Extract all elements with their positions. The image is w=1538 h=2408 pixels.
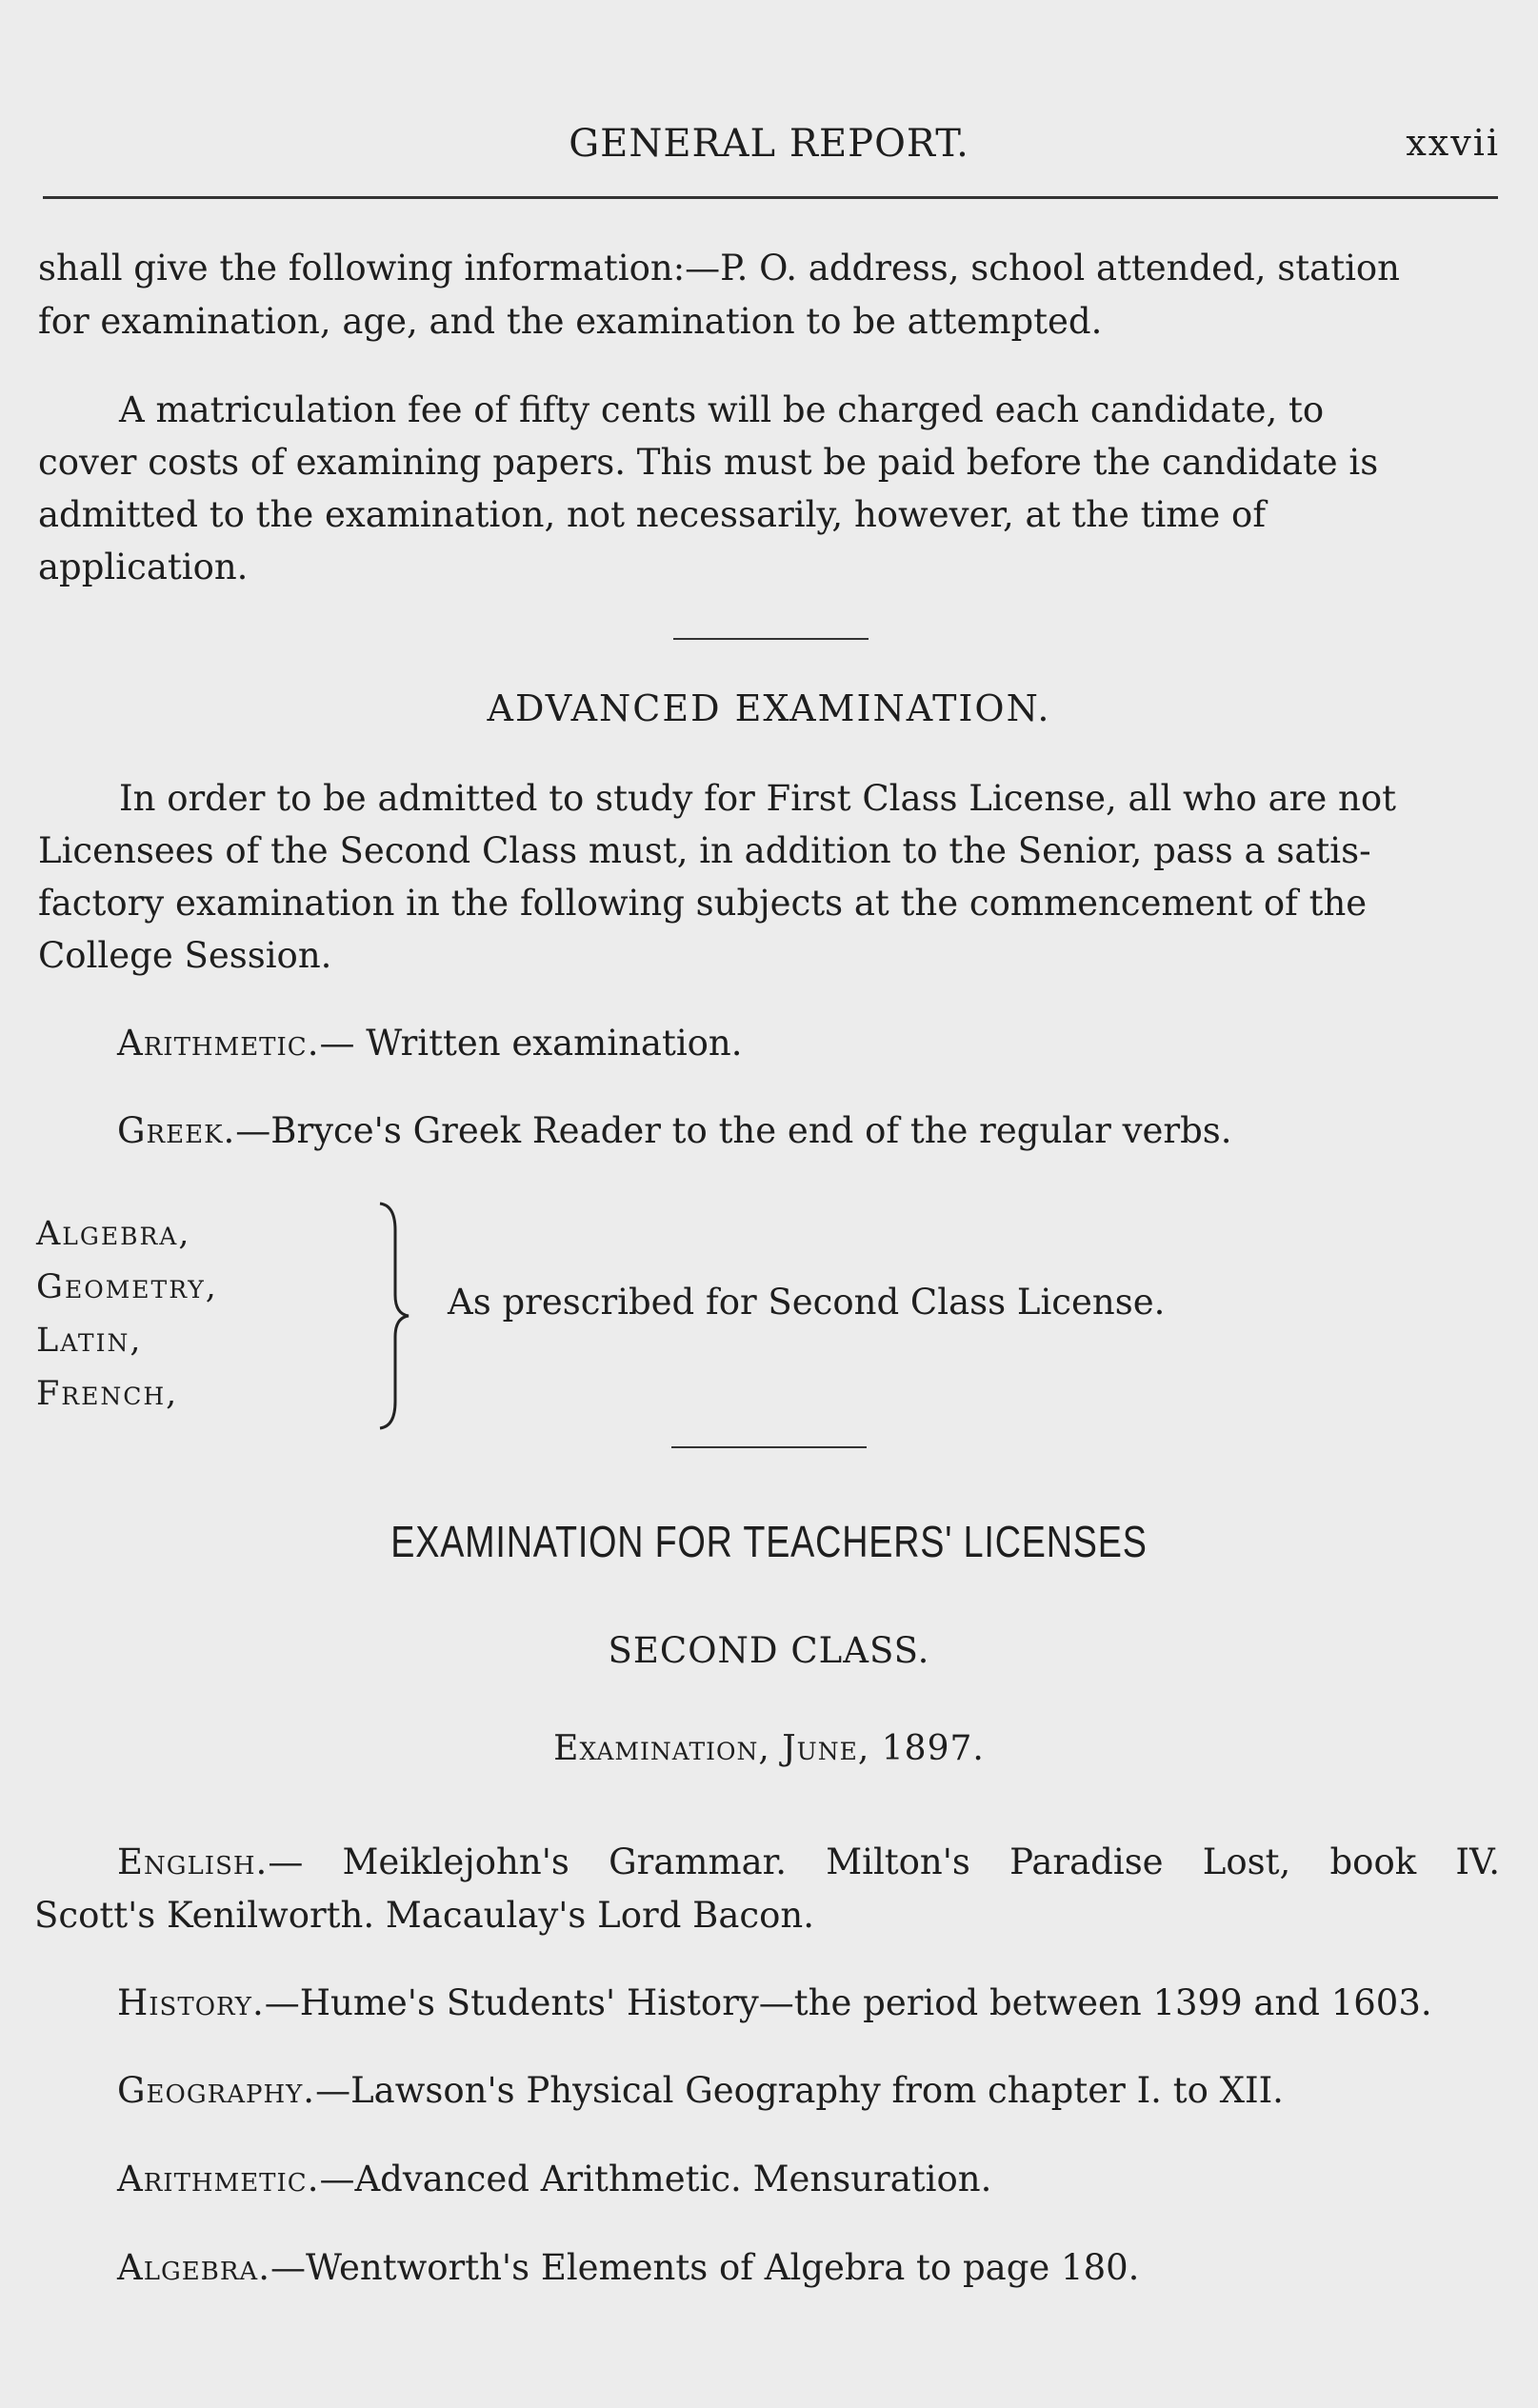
subject-text: —Lawson's Physical Geography from chapter I. to XII. xyxy=(315,2070,1284,2111)
subject-label: Geography. xyxy=(117,2070,316,2111)
subject-text: — Meiklejohn's Grammar. Milton's Paradise Lost, book IV. xyxy=(268,1841,1500,1882)
fee-line-4: application. xyxy=(38,547,249,587)
history-item xyxy=(117,1977,1498,2029)
subject-label: History. xyxy=(117,1982,265,2023)
right-brace-icon xyxy=(376,1202,414,1430)
brace-subject-list xyxy=(36,1207,218,1421)
arithmetic-item xyxy=(117,2153,1498,2205)
subject-text: —Advanced Arithmetic. Mensuration. xyxy=(319,2159,992,2199)
brace-note: As prescribed for Second Class License. xyxy=(448,1282,1166,1323)
section-divider xyxy=(671,1446,867,1448)
running-title: GENERAL REPORT. xyxy=(569,122,969,166)
advanced-heading: ADVANCED EXAMINATION. xyxy=(487,687,1051,729)
subject-label: English. xyxy=(117,1841,269,1882)
advanced-para-line-2: Licensees of the Second Class must, in addition to the Senior, pass a satis- xyxy=(38,830,1371,871)
subject-text: —Hume's Students' History—the period between 1399 and 1603. xyxy=(264,1982,1432,2023)
intro-line-2: for examination, age, and the examination to be attempted. xyxy=(38,301,1103,342)
algebra-item xyxy=(117,2241,1498,2294)
fee-line-1: A matriculation fee of fifty cents will be charged each candidate, to xyxy=(119,389,1325,430)
subject-text: — Written examination. xyxy=(319,1023,743,1064)
advanced-para-line-3: factory examination in the following subjects at the commencement of the xyxy=(38,883,1368,924)
geography-item xyxy=(117,2064,1498,2117)
teachers-heading: EXAMINATION FOR TEACHERS' LICENSES xyxy=(390,1517,1148,1566)
advanced-para-line-4: College Session. xyxy=(38,935,332,976)
brace-item: Geometry, xyxy=(36,1268,218,1306)
subject-label: Arithmetic. xyxy=(117,2159,320,2199)
section-divider xyxy=(673,638,869,640)
page-header xyxy=(38,122,1500,169)
advanced-arithmetic-item xyxy=(117,1017,1498,1069)
fee-line-3: admitted to the examination, not necessarily, however, at the time of xyxy=(38,494,1267,535)
brace-item: Algebra, xyxy=(36,1215,191,1253)
advanced-para-line-1: In order to be admitted to study for First Class License, all who are not xyxy=(119,778,1396,819)
exam-date-line: Examination, June, 1897. xyxy=(553,1729,985,1768)
subject-text: —Bryce's Greek Reader to the end of the regular verbs. xyxy=(235,1110,1232,1151)
brace-item: Latin, xyxy=(36,1322,143,1360)
fee-line-2: cover costs of examining papers. This must be paid before the candidate is xyxy=(38,442,1379,483)
subject-label: Algebra. xyxy=(117,2247,270,2288)
header-rule xyxy=(43,196,1498,199)
brace-item: French, xyxy=(36,1375,179,1413)
subject-text: —Wentworth's Elements of Algebra to page 180. xyxy=(270,2247,1140,2288)
subject-label: Arithmetic. xyxy=(117,1023,320,1064)
page-number: xxvii xyxy=(1406,122,1500,164)
advanced-greek-item xyxy=(117,1104,1498,1157)
subject-label: Greek. xyxy=(117,1110,236,1151)
second-class-heading: SECOND CLASS. xyxy=(608,1630,930,1671)
english-item xyxy=(117,1836,1500,1888)
intro-line-1: shall give the following information:—P. O. address, school attended, station xyxy=(38,248,1401,289)
english-item-continued: Scott's Kenilworth. Macaulay's Lord Bacon. xyxy=(34,1895,814,1936)
